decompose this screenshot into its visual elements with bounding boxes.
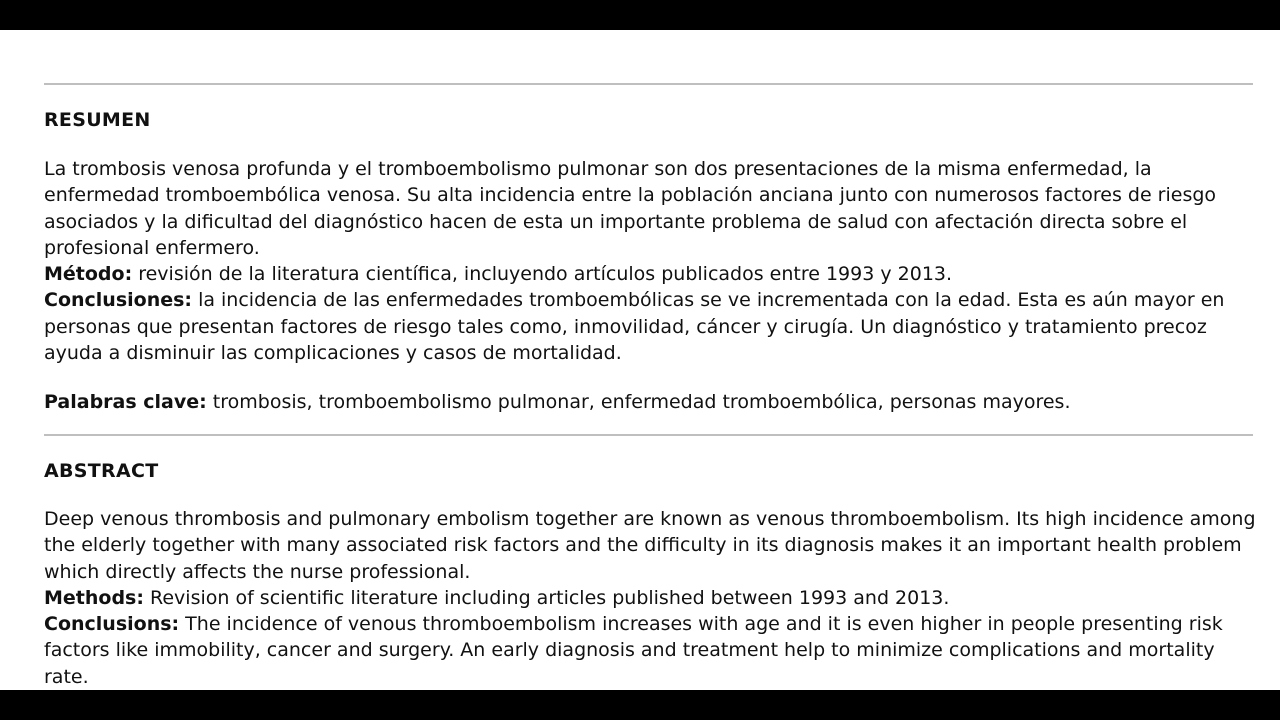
- resumen-body: La trombosis venosa profunda y el tromboembolismo pulmonar son dos presentaciones de la misma enfermedad, la enfermedad tromboembólica venosa. Su alta incidencia entre la población anciana junto con numerosos factores de riesgo asociados y la dificultad del diagnóstico hacen de esta un importante problema de salud con afectación directa sobre el profesional enfermero.: [44, 158, 1217, 259]
- conclusiones-label: Conclusiones:: [44, 289, 193, 312]
- conclusiones-text: la incidencia de las enfermedades tromboembólicas se ve incrementada con la edad. Esta es aún mayor en personas que presentan factores de riesgo tales como, inmovilidad, cáncer y cirugía. Un diagnóstico y tratamiento precoz ayuda a disminuir las complicaciones y casos de mortalidad.: [44, 289, 1225, 365]
- metodo-text: revisión de la literatura científica, incluyendo artículos publicados entre 1993 y 2013.: [132, 263, 953, 286]
- metodo-label: Método:: [44, 263, 133, 286]
- abstract-body: Deep venous thrombosis and pulmonary embolism together are known as venous thromboembolism. Its high incidence among the elderly together with many associated risk factors and the difficulty in its diagnosis makes it an important health problem which directly affects the nurse professional.: [44, 508, 1256, 583]
- keywords-block: [44, 389, 1256, 415]
- methods-text: Revision of scientific literature including articles published between 1993 and 2013.: [143, 586, 950, 609]
- resumen-heading: RESUMEN: [44, 109, 151, 131]
- abstract-block: [44, 506, 1256, 690]
- divider-top: [44, 83, 1253, 85]
- keywords-text: trombosis, tromboembolismo pulmonar, enfermedad tromboembólica, personas mayores.: [206, 391, 1071, 413]
- conclusions-text: The incidence of venous thromboembolism increases with age and it is even higher in people presenting risk factors like immobility, cancer and surgery. An early diagnosis and treatment help to minimize complications and mortality rate.: [44, 613, 1223, 688]
- resumen-block: [44, 156, 1256, 366]
- keywords-label: Palabras clave:: [44, 391, 207, 413]
- document-page: [0, 30, 1280, 690]
- methods-label: Methods:: [44, 586, 144, 609]
- abstract-heading: ABSTRACT: [44, 460, 159, 482]
- divider-middle: [44, 434, 1253, 436]
- conclusions-label: Conclusions:: [44, 613, 180, 636]
